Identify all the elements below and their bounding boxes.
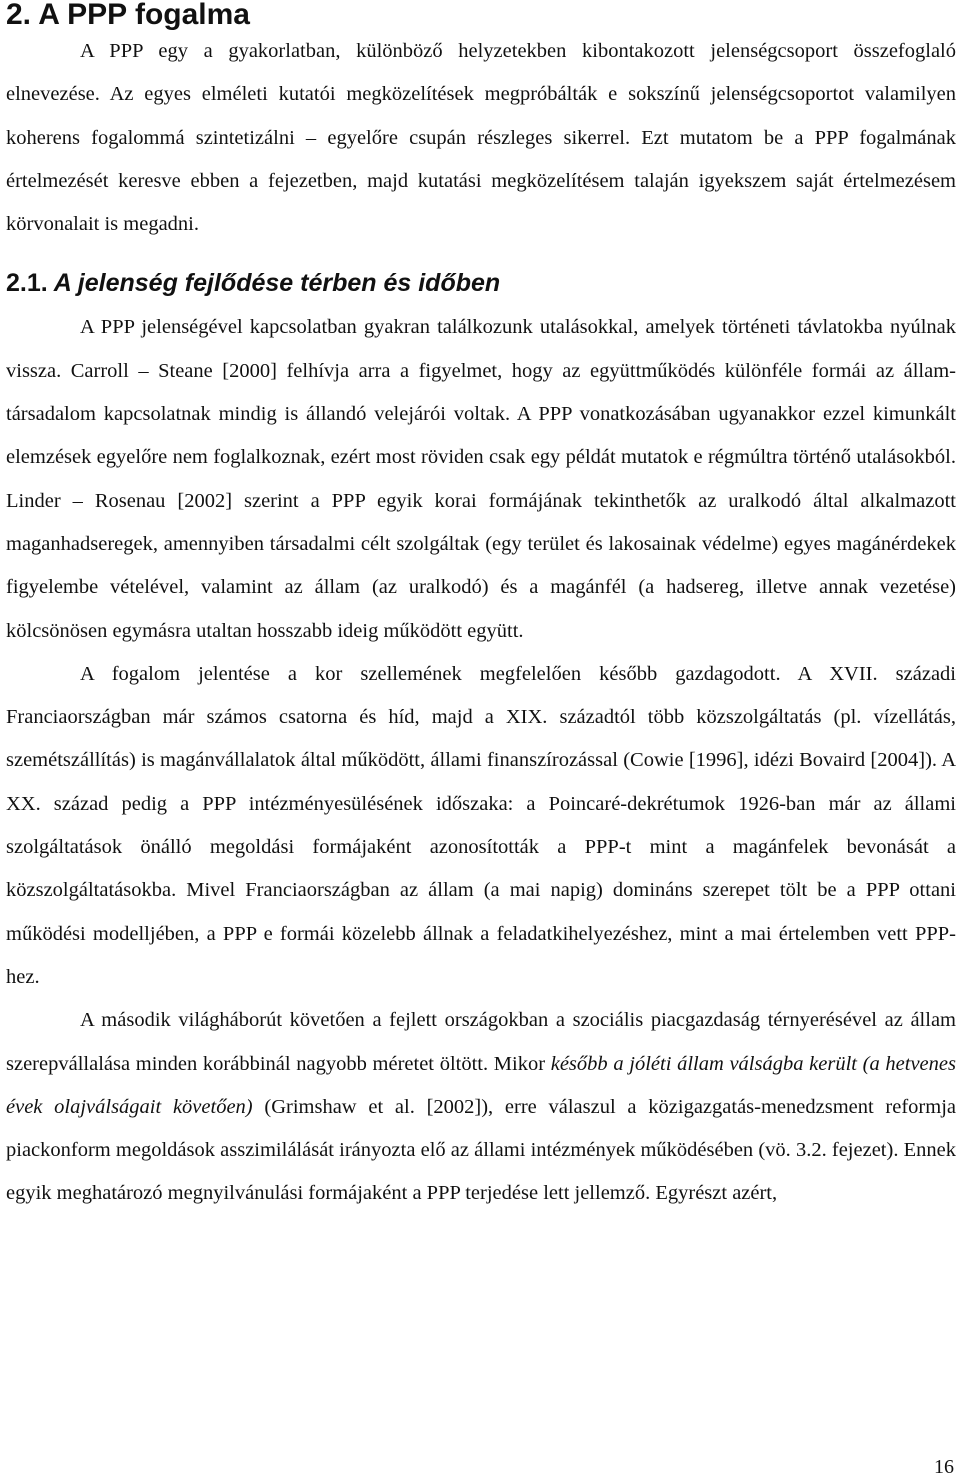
section-intro-paragraph: A PPP egy a gyakorlatban, különböző helyzetekben kibontakozott jelenségcsoport összefoglaló elnevezése. Az egyes elméleti kutatói megközelítések megpróbálták e sokszínű jelenségcsoportot valamilyen koherens fogalommá szintetizálni – egyelőre csupán részleges sikerrel. Ezt mutatom be a PPP fogalmának értelmezését keresve ebben a fejezetben, majd kutatási megközelítésem talaján igyekszem saját értelmezésem körvonalait is megadni. xyxy=(6,40,956,236)
subsection-heading xyxy=(6,271,956,296)
paragraph-text: (Grimshaw et al. [2002]), erre válaszul a közigazgatás-menedzsment reformja piackonform megoldások asszimilálását irányozta elő az állami intézmények működésében (vö. 3.2. fejezet). Ennek egyik meghatározó megnyilvánulási formájaként a PPP terjedése lett jellemző. Egyrészt azért, xyxy=(6,1095,956,1205)
page-number: 16 xyxy=(934,1456,954,1478)
document-page xyxy=(6,0,956,1216)
subsection-number: 2.1. xyxy=(6,269,48,298)
section-heading: 2. A PPP fogalma xyxy=(6,0,250,31)
body-paragraph: A PPP jelenségével kapcsolatban gyakran találkozunk utalásokkal, amelyek történeti távlatokba nyúlnak vissza. Carroll – Steane [2000] felhívja arra a figyelmet, hogy az együttműködés különféle formái az állam-társadalom kapcsolatnak mindig is állandó velejárói voltak. A PPP vonatkozásában ugyanakkor ezzel kimunkált elemzések egyelőre nem foglalkoznak, ezért most röviden csak egy példát mutatok e régmúltra történő utalásokból. Linder – Rosenau [2002] szerint a PPP egyik korai formájának tekinthetők az uralkodó által alkalmazott maganhadseregek, amennyiben társadalmi célt szolgáltak (egy terület és lakosainak védelme) egyes magánérdekek figyelembe vételével, valamint az állam (az uralkodó) és a magánfél (a hadsereg, illetve annak vezetése) kölcsönösen egymásra utaltan hosszabb ideig működött együtt. xyxy=(6,316,956,642)
italic-phrase: később a jóléti állam válságba került (a hetvenes évek olajválságait követően) xyxy=(6,1052,956,1118)
subsection-title: A jelenség fejlődése térben és időben xyxy=(53,269,501,298)
paragraph-text: A második világháborút követően a fejlett országokban a szociális piacgazdaság térnyerésével az állam szerepvállalása minden korábbinál nagyobb méretet öltött. Mikor xyxy=(6,1009,956,1075)
body-paragraph: A fogalom jelentése a kor szellemének megfelelően később gazdagodott. A XVII. századi Franciaországban már számos csatorna és híd, majd a XIX. századtól több közszolgáltatás (pl. vízellátás, szemétszállítás) is magánvállalatok által működött, állami finanszírozással (Cowie [1996], idézi Bovaird [2004]). A XX. század pedig a PPP intézményesülésének időszaka: a Poincaré-dekrétumok 1926-ban már az állami szolgáltatások önálló megoldási formájaként azonosították a PPP-t mint a magánfelek bevonását a közszolgáltatásokba. Mivel Franciaországban az állam (a mai napig) domináns szerepet tölt be a PPP ottani működési modelljében, a PPP e formái közelebb állnak a feladatkihelyezéshez, mint a mai értelemben vett PPP-hez. xyxy=(6,662,956,988)
body-paragraph-with-italic xyxy=(6,999,956,1215)
